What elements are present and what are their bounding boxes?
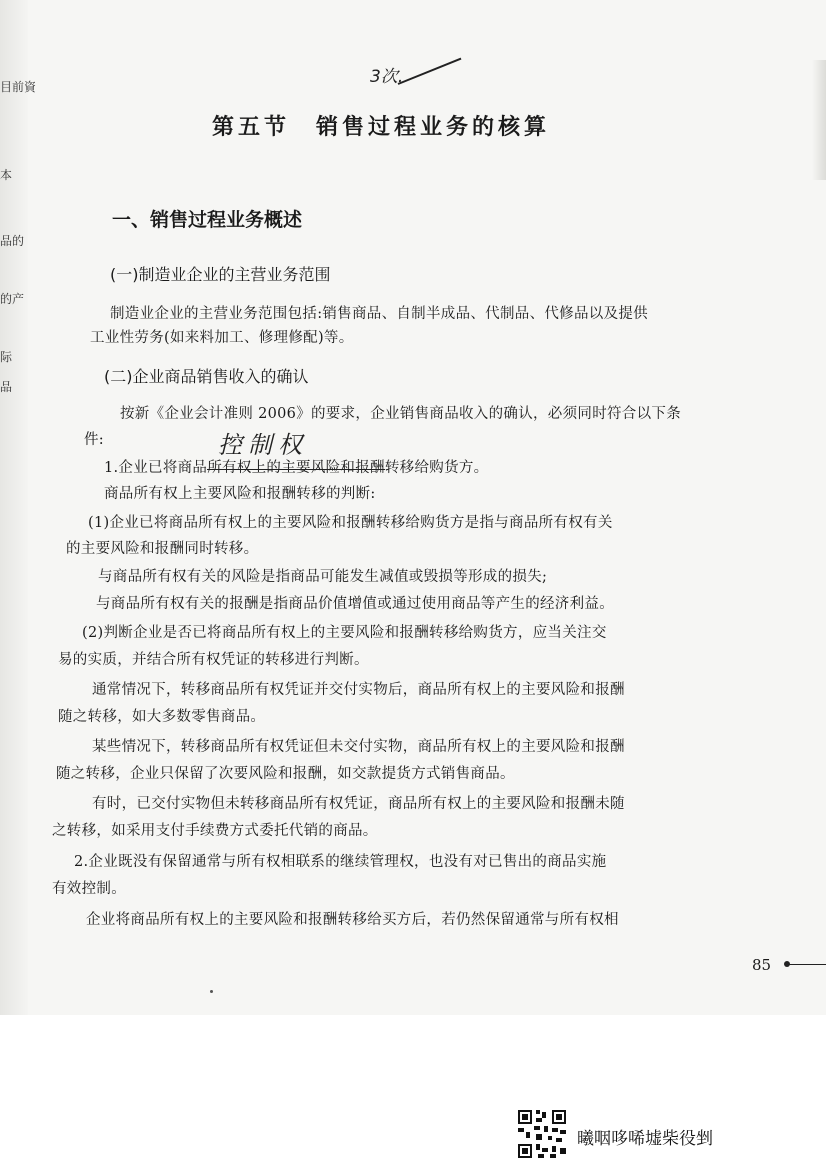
handwritten-note: 3次. bbox=[370, 67, 404, 87]
paragraph-line: 随之转移，企业只保留了次要风险和报酬，如交款提货方式销售商品。 bbox=[56, 766, 515, 782]
paragraph-line: 制造业企业的主营业务范围包括:销售商品、自制半成品、代制品、代修品以及提供 bbox=[110, 306, 648, 322]
pen-stroke bbox=[398, 58, 462, 85]
paragraph-line: 企业将商品所有权上的主要风险和报酬转移给买方后，若仍然保留通常与所有权相 bbox=[86, 912, 619, 928]
paragraph-line: 件: bbox=[84, 432, 104, 448]
paper-speck bbox=[210, 990, 213, 993]
paragraph-line: 2.企业既没有保留通常与所有权相联系的继续管理权，也没有对已售出的商品实施 bbox=[74, 854, 607, 870]
subheading-1: (一)制造业企业的主营业务范围 bbox=[110, 265, 331, 284]
paragraph-line: 的主要风险和报酬同时转移。 bbox=[66, 541, 259, 557]
subheading-2: (二)企业商品销售收入的确认 bbox=[104, 367, 309, 386]
margin-fragment: 本 bbox=[0, 168, 13, 182]
handwritten-annotation: 控制权 bbox=[218, 431, 308, 459]
struck-text: 所有权上的主要风险和报酬 bbox=[207, 460, 385, 476]
paragraph-line: 与商品所有权有关的风险是指商品可能发生减值或毁损等形成的损失; bbox=[98, 569, 548, 585]
paragraph-line: 有时，已交付实物但未转移商品所有权凭证，商品所有权上的主要风险和报酬未随 bbox=[92, 796, 625, 812]
paragraph-line: 与商品所有权有关的报酬是指商品价值增值或通过使用商品等产生的经济利益。 bbox=[96, 596, 614, 612]
margin-fragment: 目前資 bbox=[0, 80, 37, 94]
section-title: 第五节 销售过程业务的核算 bbox=[212, 114, 551, 140]
paragraph-line: 某些情况下，转移商品所有权凭证但未交付实物，商品所有权上的主要风险和报酬 bbox=[92, 739, 625, 755]
paragraph-line: 商品所有权上主要风险和报酬转移的判断: bbox=[104, 486, 376, 502]
paragraph-line: 随之转移，如大多数零售商品。 bbox=[58, 709, 266, 725]
paragraph-line: 按新《企业会计准则 2006》的要求，企业销售商品收入的确认，必须同时符合以下条 bbox=[120, 406, 682, 422]
paragraph-line: 工业性劳务(如来料加工、修理修配)等。 bbox=[90, 330, 354, 346]
paragraph-line: 易的实质，并结合所有权凭证的转移进行判断。 bbox=[58, 652, 369, 668]
paragraph-line: 之转移，如采用支付手续费方式委托代销的商品。 bbox=[52, 823, 378, 839]
margin-fragment: 品的 bbox=[0, 234, 25, 248]
item-1-prefix: 1.企业已将商品 bbox=[104, 460, 208, 476]
page-gutter bbox=[0, 0, 37, 1015]
margin-fragment: 际 bbox=[0, 350, 13, 364]
page-number-rule bbox=[788, 964, 826, 965]
paragraph-line: 有效控制。 bbox=[52, 881, 126, 897]
margin-fragment: 品 bbox=[0, 380, 13, 394]
page-number: 85 bbox=[752, 956, 772, 974]
paragraph-line: (2)判断企业是否已将商品所有权上的主要风险和报酬转移给购货方，应当关注交 bbox=[82, 625, 607, 641]
paragraph-line: 通常情况下，转移商品所有权凭证并交付实物后，商品所有权上的主要风险和报酬 bbox=[92, 682, 625, 698]
margin-fragment: 的产 bbox=[0, 292, 25, 306]
paragraph-line: (1)企业已将商品所有权上的主要风险和报酬转移给购货方是指与商品所有权有关 bbox=[88, 515, 613, 531]
heading-level-1: 一、销售过程业务概述 bbox=[112, 209, 303, 231]
watermark-text: 曦咽哆唏墟柴役剉 bbox=[577, 1129, 713, 1149]
page-edge-shadow bbox=[812, 60, 826, 180]
qr-code-icon[interactable] bbox=[516, 1108, 568, 1160]
item-1-suffix: 转移给购货方。 bbox=[384, 460, 489, 476]
item-1 bbox=[104, 456, 488, 480]
